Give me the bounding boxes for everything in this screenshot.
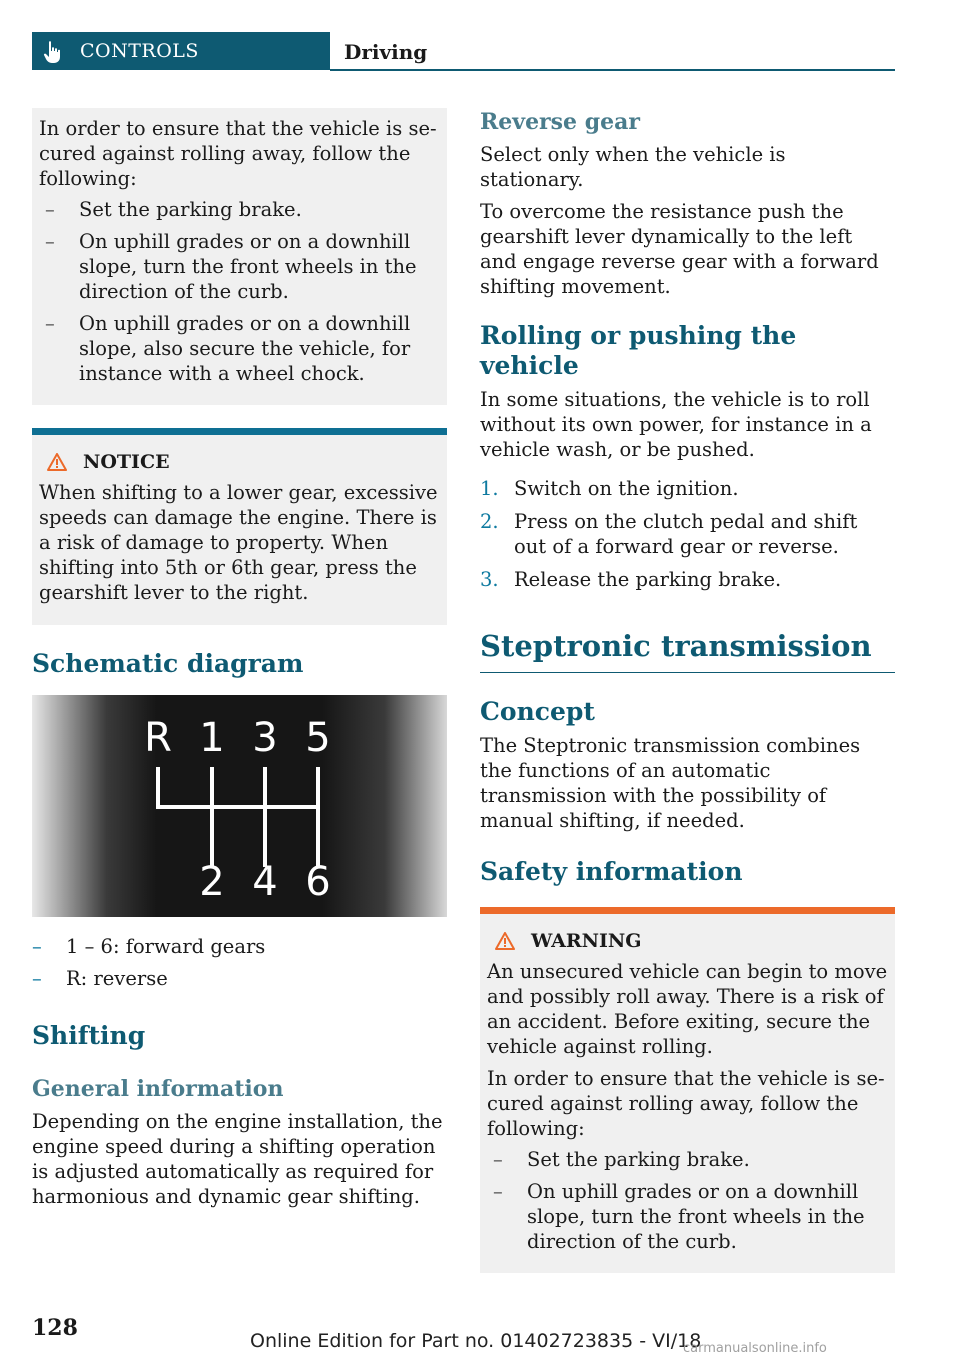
warning-box bbox=[480, 907, 895, 1273]
notice-text: When shifting to a lower gear, excessive speeds can damage the engine. There is a risk of damage to property. When shifting into 5th or 6th gear, press the gearshift lever to the right. bbox=[39, 481, 438, 604]
step-text: Release the parking brake. bbox=[514, 568, 782, 591]
section-tab bbox=[32, 32, 330, 70]
reverse-gear-heading: Reverse gear bbox=[480, 109, 640, 135]
list-item: – Set the parking brake. bbox=[39, 197, 440, 222]
warning-text-2: In order to ensure that the vehicle is secured against rolling away, follow the following: bbox=[487, 1067, 885, 1140]
step-text: Press on the clutch pedal and shift out of a forward gear or reverse. bbox=[514, 510, 858, 558]
section-label: CONTROLS bbox=[80, 40, 199, 62]
notice-header bbox=[39, 451, 440, 473]
safety-heading: Safety information bbox=[480, 857, 743, 886]
legend-item: – 1 – 6: forward gears bbox=[32, 934, 447, 959]
gear-label-6: 6 bbox=[305, 859, 331, 905]
warning-title: WARNING bbox=[531, 930, 642, 952]
gear-label-2: 2 bbox=[199, 859, 225, 905]
notice-title: NOTICE bbox=[83, 451, 170, 473]
chapter-title: Driving bbox=[344, 40, 428, 64]
concept-text: The Steptronic transmission combines the functions of an automatic transmission with the possibility of manual shifting, if needed. bbox=[480, 734, 861, 832]
gearshift-schematic bbox=[32, 695, 447, 917]
list-item: – On uphill grades or on a downhill slope, also secure the vehicle, for instance with a wheel chock. bbox=[39, 311, 440, 386]
gear-label-r: R bbox=[144, 715, 172, 761]
step-item bbox=[480, 567, 895, 592]
shifting-heading: Shifting bbox=[32, 1021, 146, 1050]
gear-label-1: 1 bbox=[199, 715, 225, 761]
schematic-heading: Schematic diagram bbox=[32, 649, 304, 678]
warning-triangle-icon bbox=[495, 932, 515, 950]
reverse-text-1: Select only when the vehicle is stationary. bbox=[480, 143, 786, 191]
notice-box bbox=[32, 428, 447, 625]
warning-triangle-icon bbox=[47, 453, 67, 471]
rolling-info-box bbox=[32, 108, 447, 405]
step-item bbox=[480, 476, 895, 501]
step-number: 3. bbox=[480, 568, 499, 591]
steptronic-heading: Steptronic transmission bbox=[480, 629, 872, 663]
section-rule bbox=[480, 672, 895, 673]
general-info-heading: General information bbox=[32, 1076, 284, 1102]
left-column bbox=[32, 108, 447, 1209]
list-item: – On uphill grades or on a downhill slope, turn the front wheels in the direction of the curb. bbox=[487, 1179, 888, 1254]
watermark: carmanualsonline.info bbox=[683, 1341, 827, 1356]
box-list bbox=[39, 197, 440, 386]
page-number: 128 bbox=[32, 1315, 78, 1341]
step-text: Switch on the ignition. bbox=[514, 477, 739, 500]
right-column bbox=[480, 108, 895, 1273]
list-item: – Set the parking brake. bbox=[487, 1147, 888, 1172]
legend-item: – R: reverse bbox=[32, 966, 447, 991]
rolling-text: In some situations, the vehicle is to roll without its own power, for instance in a vehicle wash, or be pushed. bbox=[480, 388, 872, 461]
general-info-text: Depending on the engine installation, the engine speed during a shifting operation is adjusted automatically as required for harmonious and dynamic gear shifting. bbox=[32, 1110, 443, 1208]
rolling-heading: Rolling or pushing the vehicle bbox=[480, 321, 797, 380]
steps-list bbox=[480, 476, 895, 592]
step-number: 2. bbox=[480, 510, 499, 533]
gear-label-3: 3 bbox=[252, 715, 278, 761]
gear-label-5: 5 bbox=[305, 715, 331, 761]
step-number: 1. bbox=[480, 477, 499, 500]
concept-heading: Concept bbox=[480, 697, 595, 726]
box-intro: In order to ensure that the vehicle is secured against rolling away, follow the following: bbox=[39, 117, 437, 190]
page-header bbox=[32, 32, 895, 72]
list-item: – On uphill grades or on a downhill slope, turn the front wheels in the direction of the curb. bbox=[39, 229, 440, 304]
warning-header bbox=[487, 930, 888, 952]
step-item bbox=[480, 509, 895, 559]
header-rule bbox=[330, 69, 895, 71]
reverse-text-2: To overcome the resistance push the gearshift lever dynamically to the left and engage reverse gear with a forward shifting movement. bbox=[480, 200, 879, 298]
legend-list bbox=[32, 934, 447, 991]
warning-text: An unsecured vehicle can begin to move and possibly roll away. There is a risk of an accident. Before exiting, secure the vehicle against rolling. bbox=[487, 960, 888, 1058]
warning-list bbox=[487, 1147, 888, 1254]
gear-label-4: 4 bbox=[252, 859, 278, 905]
hand-pointer-icon bbox=[42, 40, 64, 64]
edition-footer: Online Edition for Part no. 01402723835 - VI/18 bbox=[250, 1330, 702, 1352]
